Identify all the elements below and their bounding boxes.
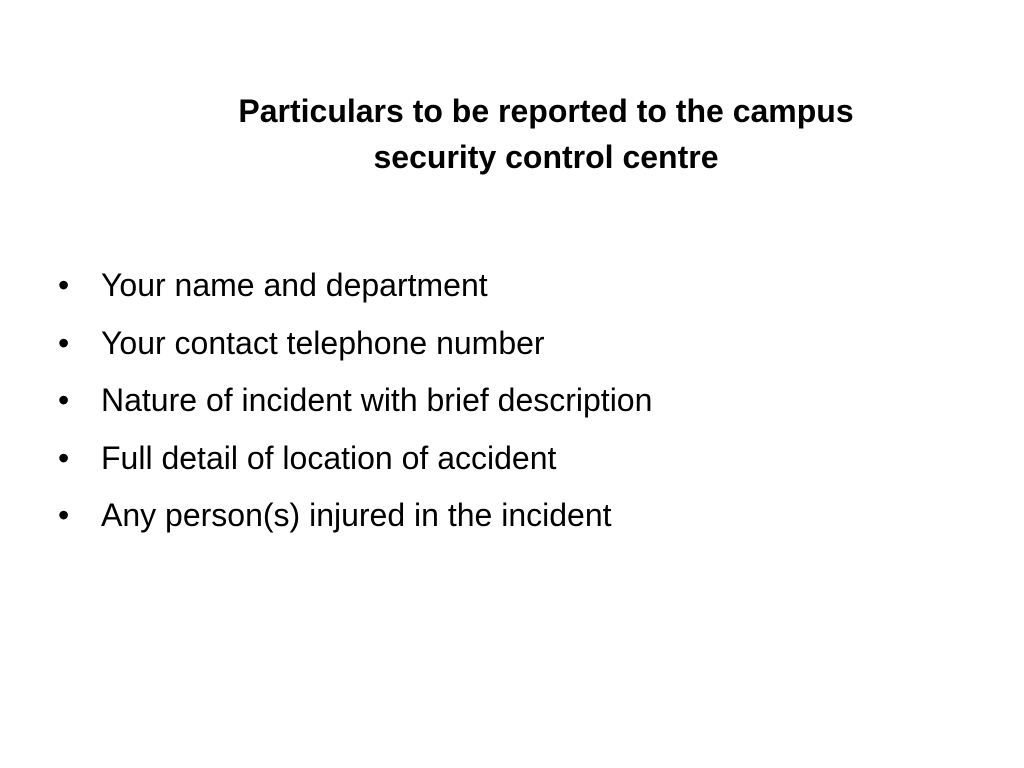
slide-title	[140, 88, 952, 180]
bullet-text: Your contact telephone number	[101, 324, 545, 361]
bullet-text: Any person(s) injured in the incident	[101, 497, 612, 533]
bullet-marker: •	[58, 324, 70, 361]
bullet-marker: •	[58, 267, 70, 303]
bullet-text: Your name and department	[101, 267, 488, 303]
bullet-item-contact-number	[58, 320, 998, 378]
bullet-list	[58, 262, 998, 550]
bullet-marker: •	[58, 497, 70, 533]
bullet-marker: •	[58, 382, 70, 418]
bullet-item-incident-nature	[58, 377, 998, 435]
bullet-text: Nature of incident with brief description	[101, 382, 653, 418]
bullet-marker: •	[58, 439, 70, 476]
bullet-text: Full detail of location of accident	[101, 439, 557, 476]
bullet-item-injured-persons	[58, 492, 998, 550]
bullet-item-name-department	[58, 262, 998, 320]
slide-title-line-1: Particulars to be reported to the campus	[238, 93, 854, 129]
slide-title-line-2: security control centre	[373, 139, 719, 175]
bullet-item-location	[58, 435, 998, 493]
